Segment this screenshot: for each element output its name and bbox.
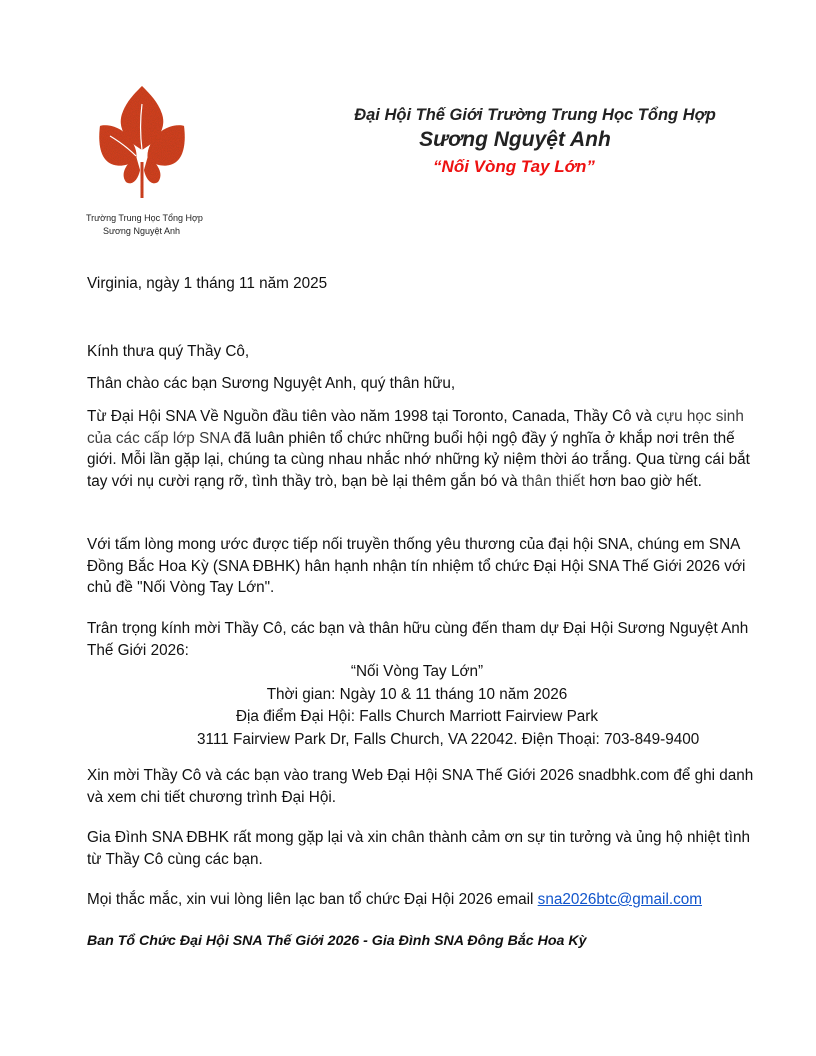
salutation: Kính thưa quý Thầy Cô, <box>87 343 250 360</box>
paragraph-invitation: Trân trọng kính mời Thầy Cô, các bạn và thân hữu cùng đến tham dự Đại Hội Sương Nguyệt Anh Thế Giới 2026: <box>87 620 749 659</box>
paragraph-thanks: Gia Đình SNA ĐBHK rất mong gặp lại và xin chân thành cảm ơn sự tin tưởng và ủng hộ nhiệt tình từ Thầy Cô cùng các bạn. <box>87 829 750 868</box>
header-event-title: Đại Hội Thế Giới Trường Trung Học Tổng Hợp <box>354 106 716 124</box>
school-caption <box>86 212 203 238</box>
para1-text-c: đã luân phiên tổ chức những buổi hội ngộ đầy ý nghĩa ở khắp nơi trên thế giới. Mỗi lần gặp lại, chúng ta cùng nhau nhắc nhớ những kỷ niệm thời áo trắng. Qua từng cái bắt tay với nụ cười rạng rỡ, tình thầy trò, bạn bè lại thêm gắn bó và <box>87 429 750 490</box>
event-address: 3111 Fairview Park Dr, Falls Church, VA 22042. Điện Thoại: 703-849-9400 <box>197 731 700 748</box>
email-link[interactable]: sna2026btc@gmail.com <box>537 891 703 908</box>
paragraph-website: Xin mời Thầy Cô và các bạn vào trang Web Đại Hội SNA Thế Giới 2026 snadbhk.com để ghi danh và xem chi tiết chương trình Đại Hội. <box>87 767 754 806</box>
signature: Ban Tổ Chức Đại Hội SNA Thế Giới 2026 - Gia Đình SNA Đông Bắc Hoa Kỳ <box>87 933 587 949</box>
event-venue: Địa điểm Đại Hội: Falls Church Marriott Fairview Park <box>235 708 599 725</box>
para1-text-a: Từ Đại Hội SNA Về Nguồn đầu tiên vào năm 1998 tại Toronto, Canada, Thầy Cô và <box>87 408 657 425</box>
event-time: Thời gian: Ngày 10 & 11 tháng 10 năm 2026 <box>266 686 568 703</box>
event-theme: “Nối Vòng Tay Lớn” <box>350 663 484 680</box>
para1-text-b: cựu học sinh của các cấp lớp SNA <box>87 408 744 447</box>
red-leaf-flower-icon <box>96 84 188 200</box>
contact-text: Mọi thắc mắc, xin vui lòng liên lạc ban tổ chức Đại Hội 2026 email <box>87 891 538 908</box>
para1-text-d: thân thiết <box>521 472 585 490</box>
paragraph-contact <box>87 889 767 911</box>
school-caption-line2: Sương Nguyệt Anh <box>103 226 180 236</box>
paragraph-organizer: Với tấm lòng mong ước được tiếp nối truyền thống yêu thương của đại hội SNA, chúng em SNA Đồng Bắc Hoa Kỳ (SNA ĐBHK) hân hạnh nhận tín nhiệm tổ chức Đại Hội SNA Thế Giới 2026 với chủ đề "Nối Vòng Tay Lớn". <box>87 536 746 596</box>
paragraph-history <box>87 406 751 492</box>
date-line: Virginia, ngày 1 tháng 11 năm 2025 <box>87 275 328 292</box>
header-theme: “Nối Vòng Tay Lớn” <box>433 157 595 176</box>
school-logo <box>96 84 188 200</box>
greeting: Thân chào các bạn Sương Nguyệt Anh, quý thân hữu, <box>87 375 456 392</box>
letter-header <box>300 104 760 180</box>
para1-text-e: hơn bao giờ hết. <box>584 472 702 490</box>
school-caption-line1: Trường Trung Học Tổng Hợp <box>86 213 203 223</box>
header-school-name: Sương Nguyệt Anh <box>419 128 611 151</box>
